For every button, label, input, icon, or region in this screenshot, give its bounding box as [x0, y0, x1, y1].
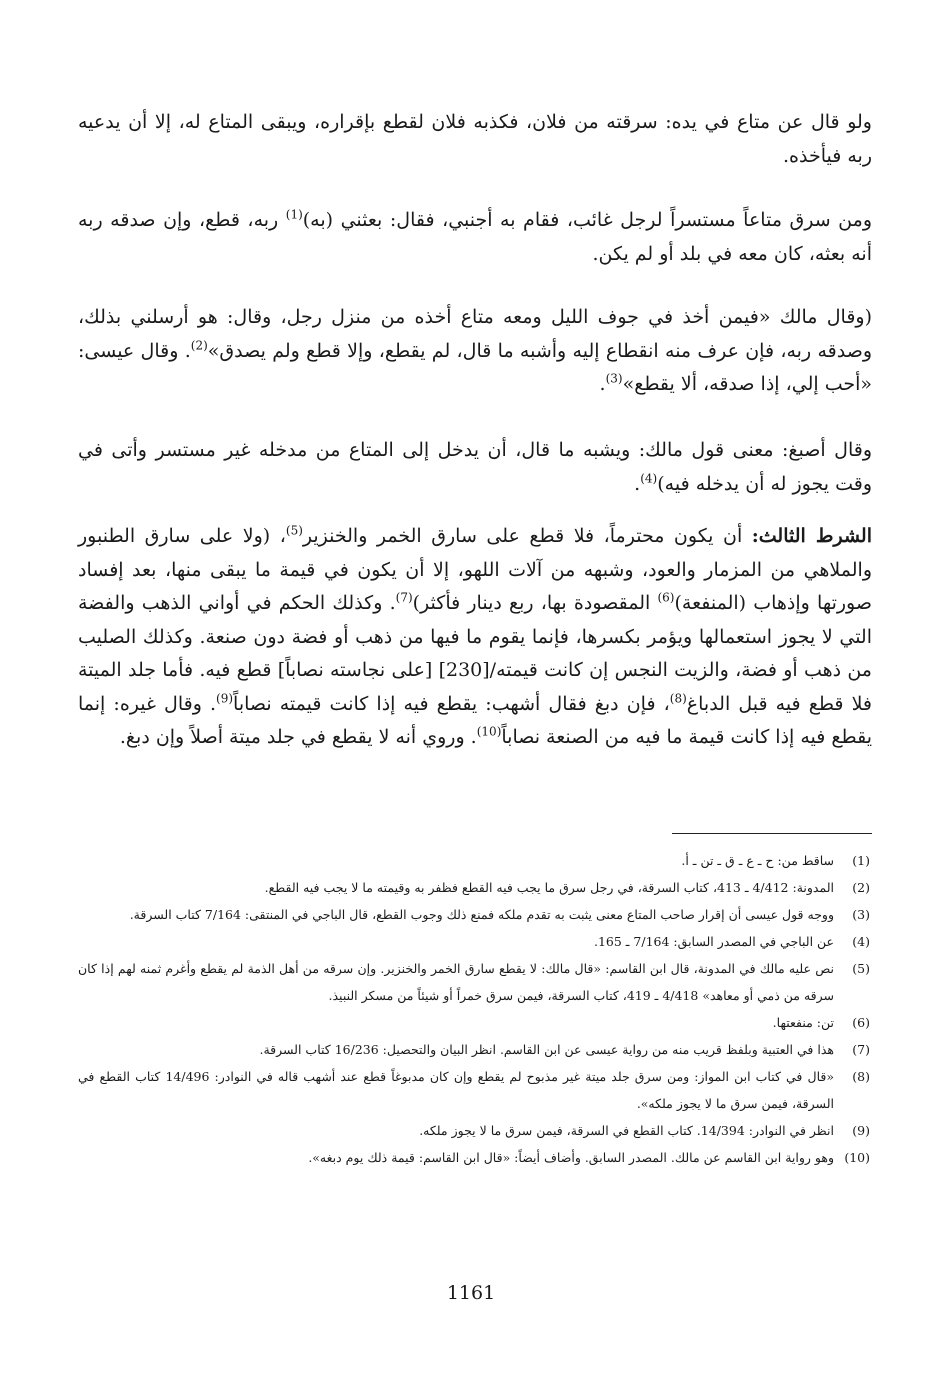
footnote-number: (4) [852, 934, 870, 949]
footnote-text: انظر في النوادر: 14/394. كتاب القطع في السرقة، فيمن سرق ما لا يجوز ملكه. [419, 1123, 834, 1138]
paragraph-2: ومن سرق متاعاً مستسراً لرجل غائب، فقام به أجنبي، فقال: بعثني (به)$^{(1)}$ ربه، قطع، وإن صدقه ربه أنه بعثه، كان معه في بلد أو لم يكن. [78, 207, 873, 265]
page-number: 1161 [446, 1282, 496, 1304]
paragraph-3: (وقال مالك «فيمن أخذ في جوف الليل ومعه متاع أخذه من منزل رجل، وقال: هو أرسلني بذلك، وصدقه ربه، فإن عرف منه انقطاع إليه وأشبه ما قال، لم يقطع، وإلا قطع ولم يصدق»$^{(2)}$. وقال عيسى: «أحب إلي، إذا صدقه، ألا يقطع»$^{(3)}$. [78, 306, 872, 395]
footnote-number: (7) [852, 1042, 870, 1057]
footnote [78, 928, 870, 955]
footnote [78, 1117, 870, 1144]
footnote-number: (9) [852, 1123, 870, 1138]
footnote-text: «قال في كتاب ابن المواز: ومن سرق جلد ميتة غير مذبوح لم يقطع وإن كان مدبوغاً قطع عند أشهب قاله في النوادر: 14/496 كتاب القطع في السرقة، فيمن سرق ما لا يجوز ملكه». [78, 1069, 835, 1111]
paragraph-5-third-condition: الشرط الثالث: أن يكون محترماً، فلا قطع على سارق الخمر والخنزير$^{(5)}$، (ولا على سارق الطنبور والملاهي من المزمار والعود، وشبهه من آلات اللهو، إلا أن يكون في قيمة ما يبقى منها، بعد إفساد صورتها وإذهاب (المنفعة)$^{(6)}$ المقصودة بها، ربع دينار فأكثر)$^{(7)}$. وكذلك الحكم في أواني الذهب والفضة التي لا يجوز استعمالها ويؤمر بكسرها، فإنما يقوم ما فيها من ذهب أو فضة دون صنعة. وكذلك الصليب من ذهب أو فضة، والزيت النجس إن كانت قيمته/[230] [على نجاسته نصاباً] قطع فيه. فأما جلد الميتة فلا قطع فيه قبل الدباغ$^{(8)}$، فإن دبغ فقال أشهب: يقطع فيه إذا كانت قيمته نصاباً$^{(9)}$. وقال غيره: إنما يقطع فيه إذا كانت قيمة ما فيه من الصنعة نصاباً$^{(10)}$. وروي أنه لا يقطع في جلد ميتة أصلاً وإن دبغ. [78, 523, 873, 748]
footnote-text: ساقط من: ح ـ ع ـ ق ـ تن ـ أ. [681, 853, 834, 868]
footnote-number: (5) [852, 961, 870, 976]
footnote [78, 1063, 870, 1117]
footnote-number: (6) [852, 1015, 870, 1030]
paragraph-4: وقال أصبغ: معنى قول مالك: ويشبه ما قال، أن يدخل إلى المتاع من مدخله غير مستسر وأتى في وقت يجوز له أن يدخله فيه)$^{(4)}$. [78, 439, 872, 495]
footnote-number: (8) [852, 1069, 870, 1084]
footnote [78, 1036, 870, 1063]
footnotes-list [78, 847, 870, 1171]
footnote-text: نص عليه مالك في المدونة، قال ابن القاسم: «قال مالك: لا يقطع سارق الخمر والخنزير. وإن سرقه من أهل الذمة لم يقطع وأغرم ثمنه لهم إذا كان سرقه من ذمي أو معاهد» 4/418 ـ 419، كتاب السرقة، فيمن سرق خمراً أو شيئاً من مسكر النبيذ. [78, 961, 834, 1003]
footnote [78, 1144, 870, 1171]
footnote-text: تن: منفعتها. [772, 1015, 834, 1030]
footnote-text: هذا في العتبية وبلفظ قريب منه من رواية عيسى عن ابن القاسم. انظر البيان والتحصيل: 16/236 كتاب السرقة. [259, 1042, 834, 1057]
footnote [78, 847, 870, 874]
footnote-divider [672, 833, 872, 834]
footnote-text: ووجه قول عيسى أن إقرار صاحب المتاع معنى يثبت به تقدم ملكه فمنع ذلك وجوب القطع، قال الباجي في المنتقى: 7/164 كتاب السرقة. [129, 907, 834, 922]
footnote-number: (2) [852, 880, 870, 895]
footnote-number: (1) [852, 853, 870, 868]
footnote-text: المدونة: 4/412 ـ 413، كتاب السرقة، في رجل سرق ما يجب فيه القطع فظفر به وقيمته ما لا يجب فيه القطع. [264, 880, 834, 895]
footnote-number: (3) [852, 907, 870, 922]
footnote [78, 955, 870, 1009]
footnote-text: عن الباجي في المصدر السابق: 7/164 ـ 165. [593, 934, 834, 949]
footnote [78, 1009, 870, 1036]
footnote [78, 874, 870, 901]
footnote [78, 901, 870, 928]
paragraph-1: ولو قال عن متاع في يده: سرقته من فلان، فكذبه فلان لقطع بإقراره، ويبقى المتاع له، إلا أن يدعيه ربه فيأخذه. [78, 111, 872, 167]
footnote-text: وهو رواية ابن القاسم عن مالك. المصدر السابق. وأضاف أيضاً: «قال ابن القاسم: قيمة ذلك يوم دبغه». [308, 1150, 834, 1165]
footnote-number: (10) [844, 1150, 870, 1165]
